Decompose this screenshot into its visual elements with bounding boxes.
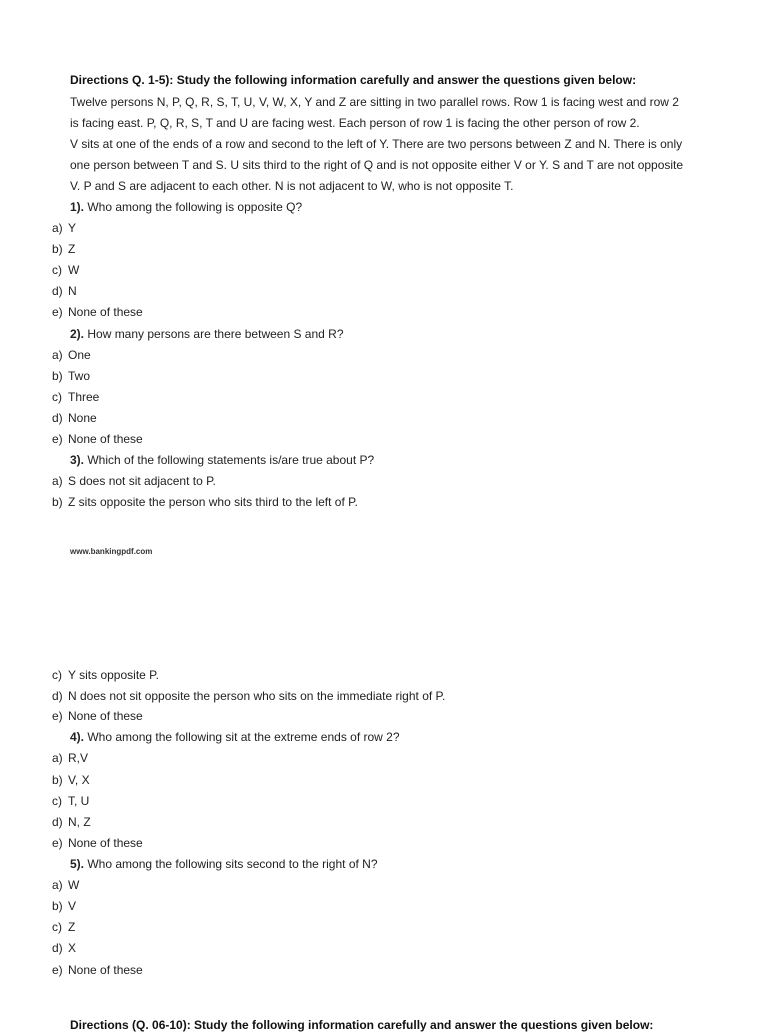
option-letter: b) bbox=[52, 495, 63, 509]
option-item bbox=[52, 794, 89, 808]
option-item bbox=[52, 495, 358, 509]
option-letter: b) bbox=[52, 369, 63, 383]
option-text: N, Z bbox=[68, 815, 91, 829]
option-letter: a) bbox=[52, 878, 63, 892]
directions-line: one person between T and S. U sits third to the right of Q and is not opposite either V or Y. S and T are not opposite bbox=[70, 158, 684, 172]
option-letter: c) bbox=[52, 263, 62, 277]
option-item bbox=[52, 474, 216, 488]
option-item bbox=[52, 878, 79, 892]
option-letter: d) bbox=[52, 815, 63, 829]
option-item bbox=[52, 920, 75, 934]
option-text: W bbox=[68, 878, 80, 892]
option-text: Three bbox=[68, 390, 100, 404]
option-letter: e) bbox=[52, 305, 63, 319]
directions-line: V. P and S are adjacent to each other. N is not adjacent to W, who is not opposite T. bbox=[70, 179, 514, 193]
question-text: How many persons are there between S and R? bbox=[84, 327, 344, 341]
option-letter: d) bbox=[52, 411, 63, 425]
option-text: S does not sit adjacent to P. bbox=[68, 474, 216, 488]
option-text: Z bbox=[68, 242, 76, 256]
option-item bbox=[52, 411, 97, 425]
option-text: R,V bbox=[68, 751, 89, 765]
option-item bbox=[52, 348, 91, 362]
option-text: V bbox=[68, 899, 77, 913]
option-text: None bbox=[68, 411, 97, 425]
next-directions-heading: Directions (Q. 06-10): Study the following information carefully and answer the questions given below: bbox=[70, 1018, 654, 1032]
question-1 bbox=[70, 200, 302, 214]
option-letter: d) bbox=[52, 284, 63, 298]
option-text: N does not sit opposite the person who sits on the immediate right of P. bbox=[68, 689, 446, 703]
option-text: X bbox=[68, 941, 77, 955]
option-text: W bbox=[68, 263, 80, 277]
option-letter: e) bbox=[52, 709, 63, 723]
directions-line: Twelve persons N, P, Q, R, S, T, U, V, W, X, Y and Z are sitting in two parallel rows. Row 1 is facing west and row 2 bbox=[70, 95, 679, 109]
option-text: Two bbox=[68, 369, 91, 383]
question-number: 3). bbox=[70, 453, 85, 467]
option-text: None of these bbox=[68, 709, 143, 723]
option-text: None of these bbox=[68, 963, 143, 977]
option-item bbox=[52, 305, 143, 319]
option-item bbox=[52, 941, 76, 955]
option-item bbox=[52, 815, 91, 829]
option-item bbox=[52, 284, 77, 298]
question-4 bbox=[70, 730, 400, 744]
option-letter: e) bbox=[52, 836, 63, 850]
question-2 bbox=[70, 327, 344, 341]
question-text: Which of the following statements is/are true about P? bbox=[84, 453, 375, 467]
option-text: None of these bbox=[68, 305, 143, 319]
option-letter: a) bbox=[52, 474, 63, 488]
option-letter: d) bbox=[52, 689, 63, 703]
option-letter: b) bbox=[52, 242, 63, 256]
question-text: Who among the following sit at the extreme ends of row 2? bbox=[84, 730, 400, 744]
option-letter: d) bbox=[52, 941, 63, 955]
option-item bbox=[52, 899, 76, 913]
option-letter: a) bbox=[52, 751, 63, 765]
question-number: 5). bbox=[70, 857, 85, 871]
option-letter: e) bbox=[52, 432, 63, 446]
question-number: 4). bbox=[70, 730, 85, 744]
question-5 bbox=[70, 857, 378, 871]
option-letter: b) bbox=[52, 773, 63, 787]
option-item bbox=[52, 242, 75, 256]
option-item bbox=[52, 689, 445, 703]
option-text: T, U bbox=[68, 794, 90, 808]
option-text: Z sits opposite the person who sits third to the left of P. bbox=[68, 495, 358, 509]
option-text: Y sits opposite P. bbox=[68, 668, 159, 682]
option-letter: c) bbox=[52, 920, 62, 934]
option-letter: c) bbox=[52, 390, 62, 404]
option-item bbox=[52, 221, 76, 235]
website-watermark: www.bankingpdf.com bbox=[70, 547, 153, 556]
question-number: 2). bbox=[70, 327, 85, 341]
option-item bbox=[52, 390, 99, 404]
option-letter: c) bbox=[52, 794, 62, 808]
option-text: Y bbox=[68, 221, 77, 235]
option-text: One bbox=[68, 348, 91, 362]
option-item bbox=[52, 751, 88, 765]
option-item bbox=[52, 709, 143, 723]
directions-line: is facing east. P, Q, R, S, T and U are facing west. Each person of row 1 is facing the other person of row 2. bbox=[70, 116, 640, 130]
option-item bbox=[52, 668, 159, 682]
option-letter: c) bbox=[52, 668, 62, 682]
question-number: 1). bbox=[70, 200, 85, 214]
option-text: N bbox=[68, 284, 77, 298]
option-item bbox=[52, 963, 143, 977]
question-text: Who among the following is opposite Q? bbox=[84, 200, 303, 214]
option-item bbox=[52, 263, 79, 277]
option-text: None of these bbox=[68, 432, 143, 446]
option-text: None of these bbox=[68, 836, 143, 850]
directions-line: V sits at one of the ends of a row and second to the left of Y. There are two persons between Z and N. There is only bbox=[70, 137, 683, 151]
option-item bbox=[52, 773, 90, 787]
option-item bbox=[52, 836, 143, 850]
option-text: V, X bbox=[68, 773, 90, 787]
option-item bbox=[52, 432, 143, 446]
directions-heading: Directions Q. 1-5): Study the following information carefully and answer the questions given below: bbox=[70, 73, 637, 87]
option-letter: a) bbox=[52, 348, 63, 362]
option-text: Z bbox=[68, 920, 76, 934]
question-text: Who among the following sits second to the right of N? bbox=[84, 857, 378, 871]
option-letter: e) bbox=[52, 963, 63, 977]
question-3 bbox=[70, 453, 374, 467]
option-item bbox=[52, 369, 90, 383]
option-letter: a) bbox=[52, 221, 63, 235]
option-letter: b) bbox=[52, 899, 63, 913]
